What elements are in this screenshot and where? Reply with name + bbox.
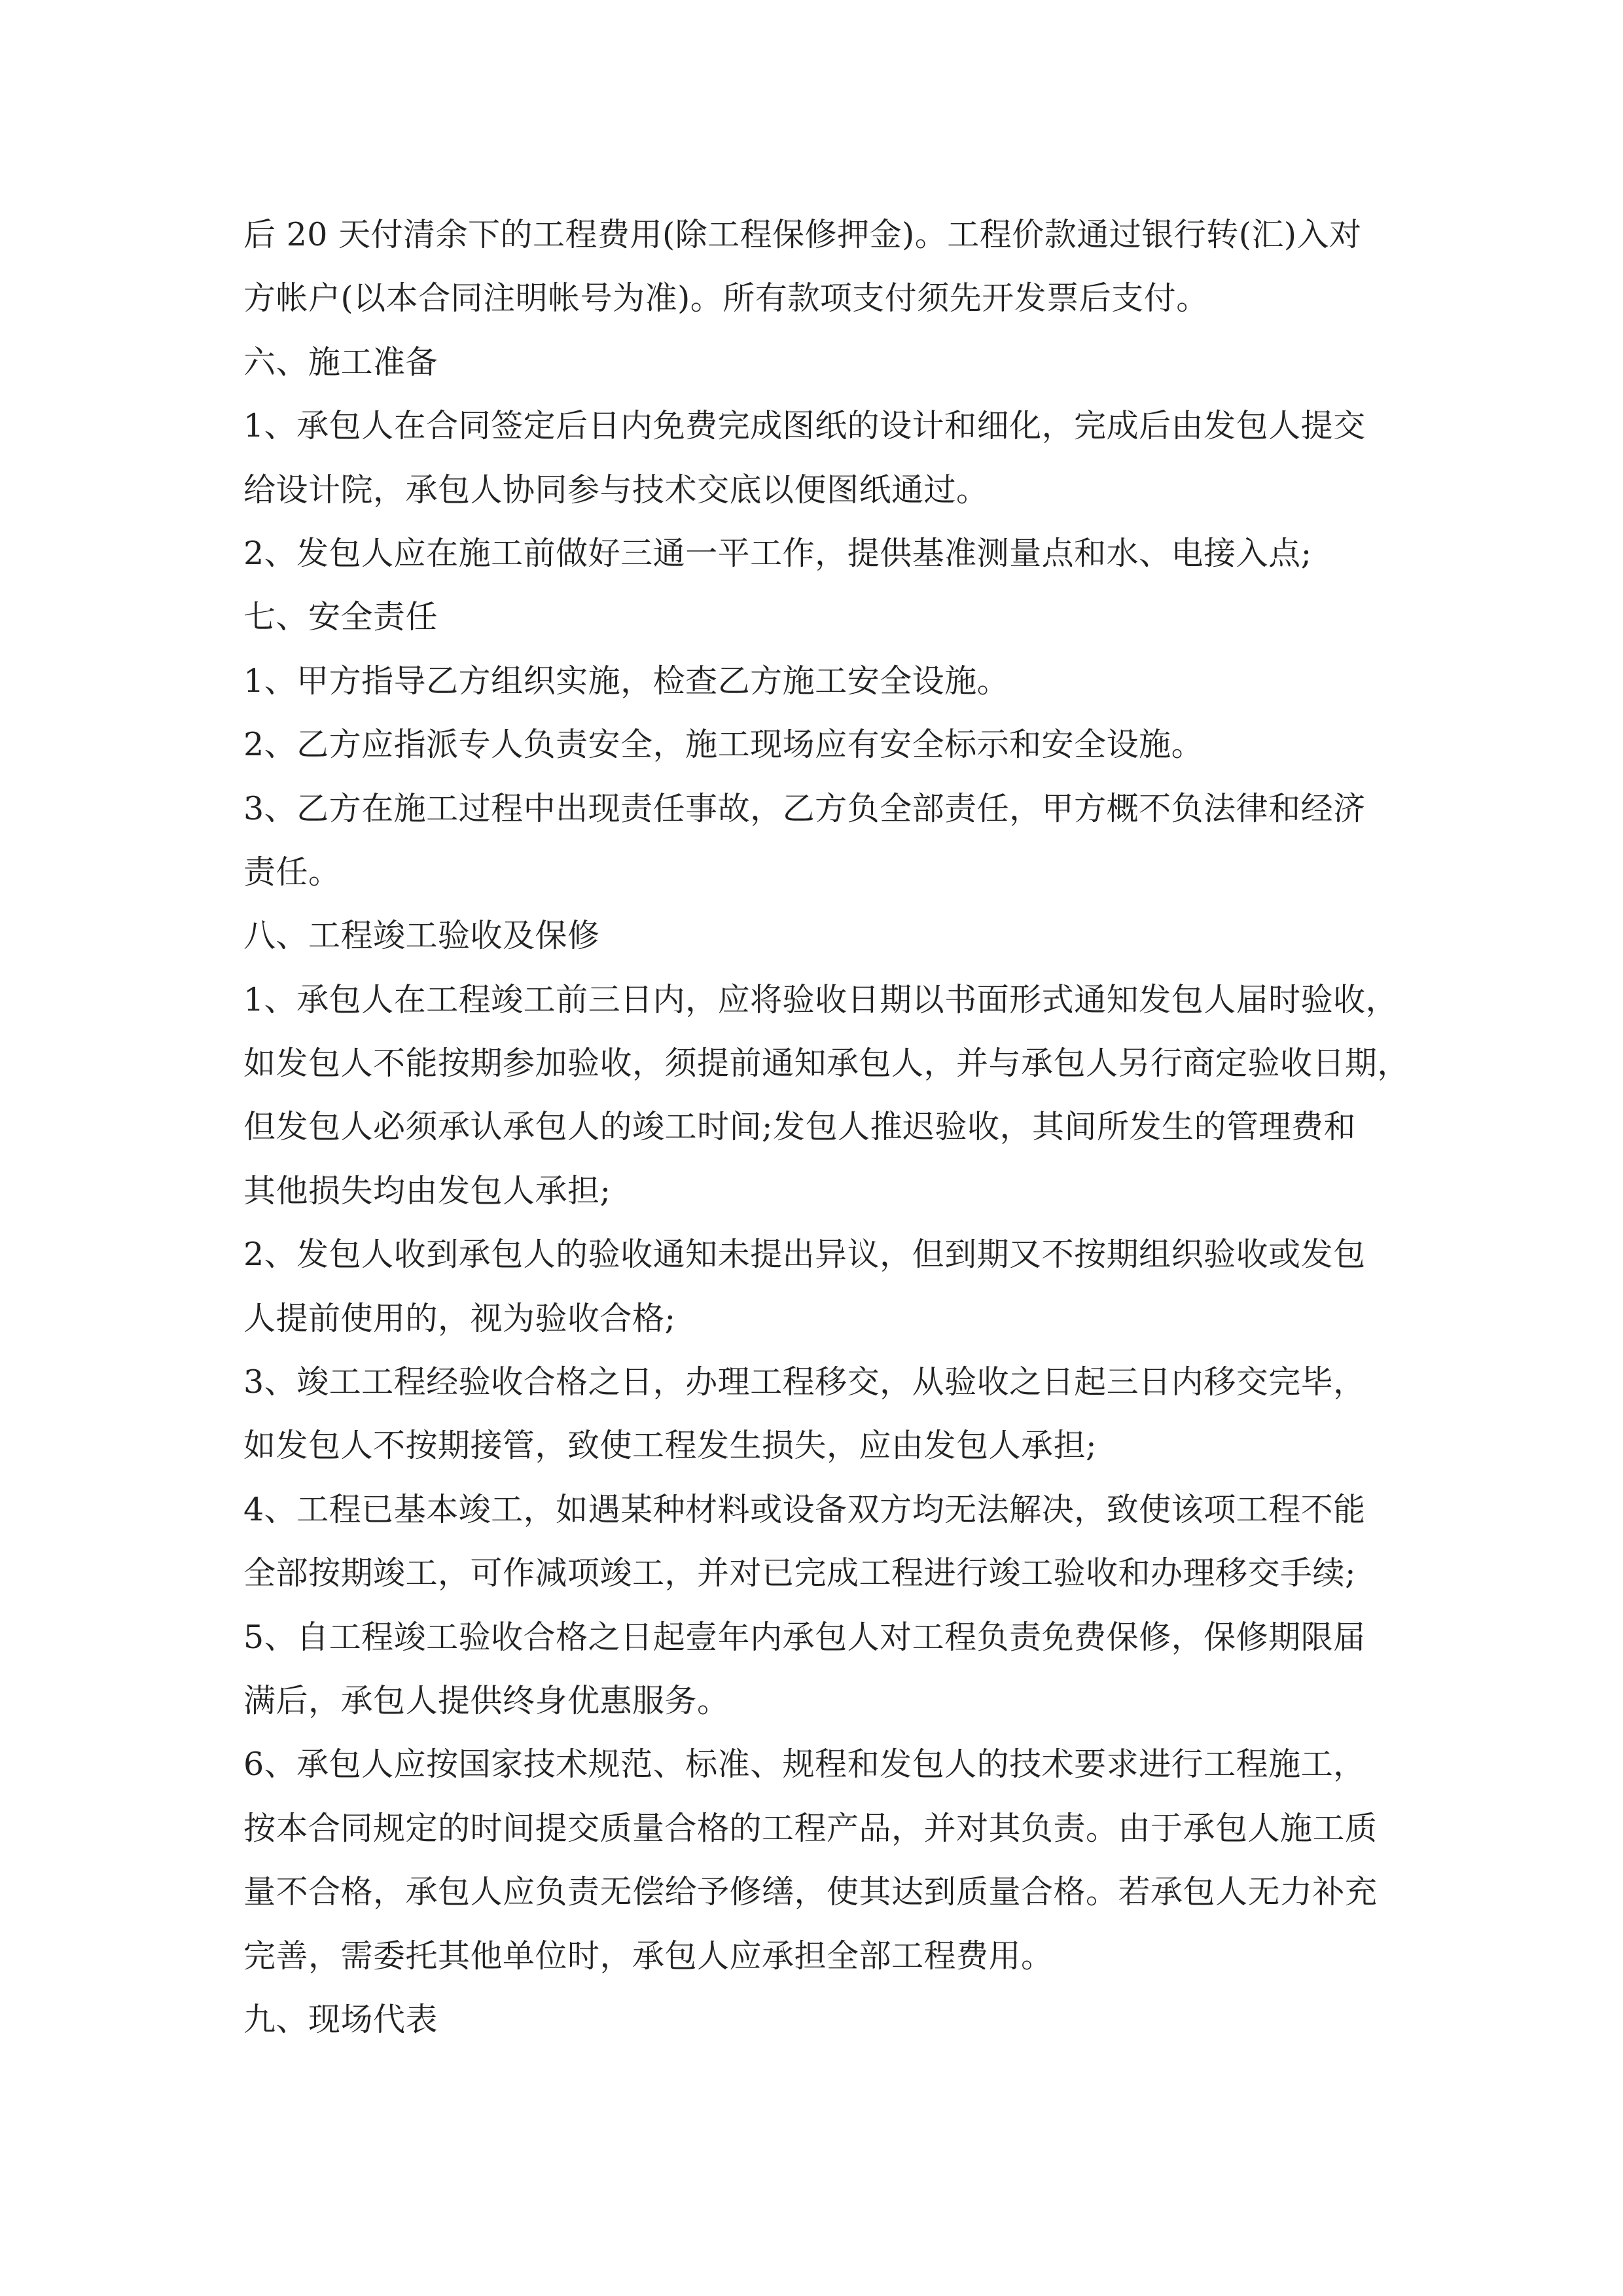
text-line: 人提前使用的，视为验收合格; — [243, 1299, 676, 1337]
text-line: 后 20 天付清余下的工程费用(除工程保修押金)。工程价款通过银行转(汇)入对 — [243, 216, 1362, 253]
text-line: 6、承包人应按国家技术规范、标准、规程和发包人的技术要求进行工程施工， — [243, 1746, 1366, 1784]
text-line: 其他损失均由发包人承担; — [243, 1172, 611, 1210]
text-line: 方帐户(以本合同注明帐号为准)。所有款项支付须先开发票后支付。 — [243, 279, 1209, 317]
text-line: 给设计院，承包人协同参与技术交底以便图纸通过。 — [243, 471, 989, 509]
text-line: 1、承包人在工程竣工前三日内，应将验收日期以书面形式通知发包人届时验收， — [243, 980, 1399, 1018]
text-line: 1、甲方指导乙方组织实施，检查乙方施工安全设施。 — [243, 662, 1010, 700]
section-heading: 九、现场代表 — [243, 2000, 438, 2038]
section-heading: 七、安全责任 — [243, 598, 438, 636]
text-line: 3、乙方在施工过程中出现责任事故，乙方负全部责任，甲方概不负法律和经济 — [243, 789, 1366, 827]
text-line: 2、发包人应在施工前做好三通一平工作，提供基准测量点和水、电接入点; — [243, 534, 1312, 572]
text-line: 2、乙方应指派专人负责安全，施工现场应有安全标示和安全设施。 — [243, 726, 1204, 764]
text-line: 如发包人不按期接管，致使工程发生损失，应由发包人承担; — [243, 1427, 1097, 1465]
text-line: 1、承包人在合同签定后日内免费完成图纸的设计和细化，完成后由发包人提交 — [243, 407, 1366, 445]
text-line: 责任。 — [243, 853, 341, 891]
text-line: 3、竣工工程经验收合格之日，办理工程移交，从验收之日起三日内移交完毕， — [243, 1363, 1366, 1401]
text-line: 4、工程已基本竣工，如遇某种材料或设备双方均无法解决，致使该项工程不能 — [243, 1490, 1366, 1528]
text-line: 但发包人必须承认承包人的竣工时间;发包人推迟验收，其间所发生的管理费和 — [243, 1108, 1357, 1146]
document-body — [243, 203, 1410, 2051]
text-line: 2、发包人收到承包人的验收通知未提出异议，但到期又不按期组织验收或发包 — [243, 1236, 1366, 1274]
text-line: 量不合格，承包人应负责无偿给予修缮，使其达到质量合格。若承包人无力补充 — [243, 1873, 1378, 1911]
text-line: 5、自工程竣工验收合格之日起壹年内承包人对工程负责免费保修，保修期限届 — [243, 1618, 1366, 1656]
text-line: 全部按期竣工，可作减项竣工，并对已完成工程进行竣工验收和办理移交手续; — [243, 1554, 1357, 1592]
text-line: 按本合同规定的时间提交质量合格的工程产品，并对其负责。由于承包人施工质 — [243, 1809, 1378, 1847]
section-heading: 八、工程竣工验收及保修 — [243, 917, 600, 955]
section-heading: 六、施工准备 — [243, 343, 438, 381]
text-line: 如发包人不能按期参加验收，须提前通知承包人，并与承包人另行商定验收日期， — [243, 1045, 1410, 1083]
text-line: 完善，需委托其他单位时，承包人应承担全部工程费用。 — [243, 1937, 1054, 1975]
text-line: 满后，承包人提供终身优惠服务。 — [243, 1681, 730, 1719]
